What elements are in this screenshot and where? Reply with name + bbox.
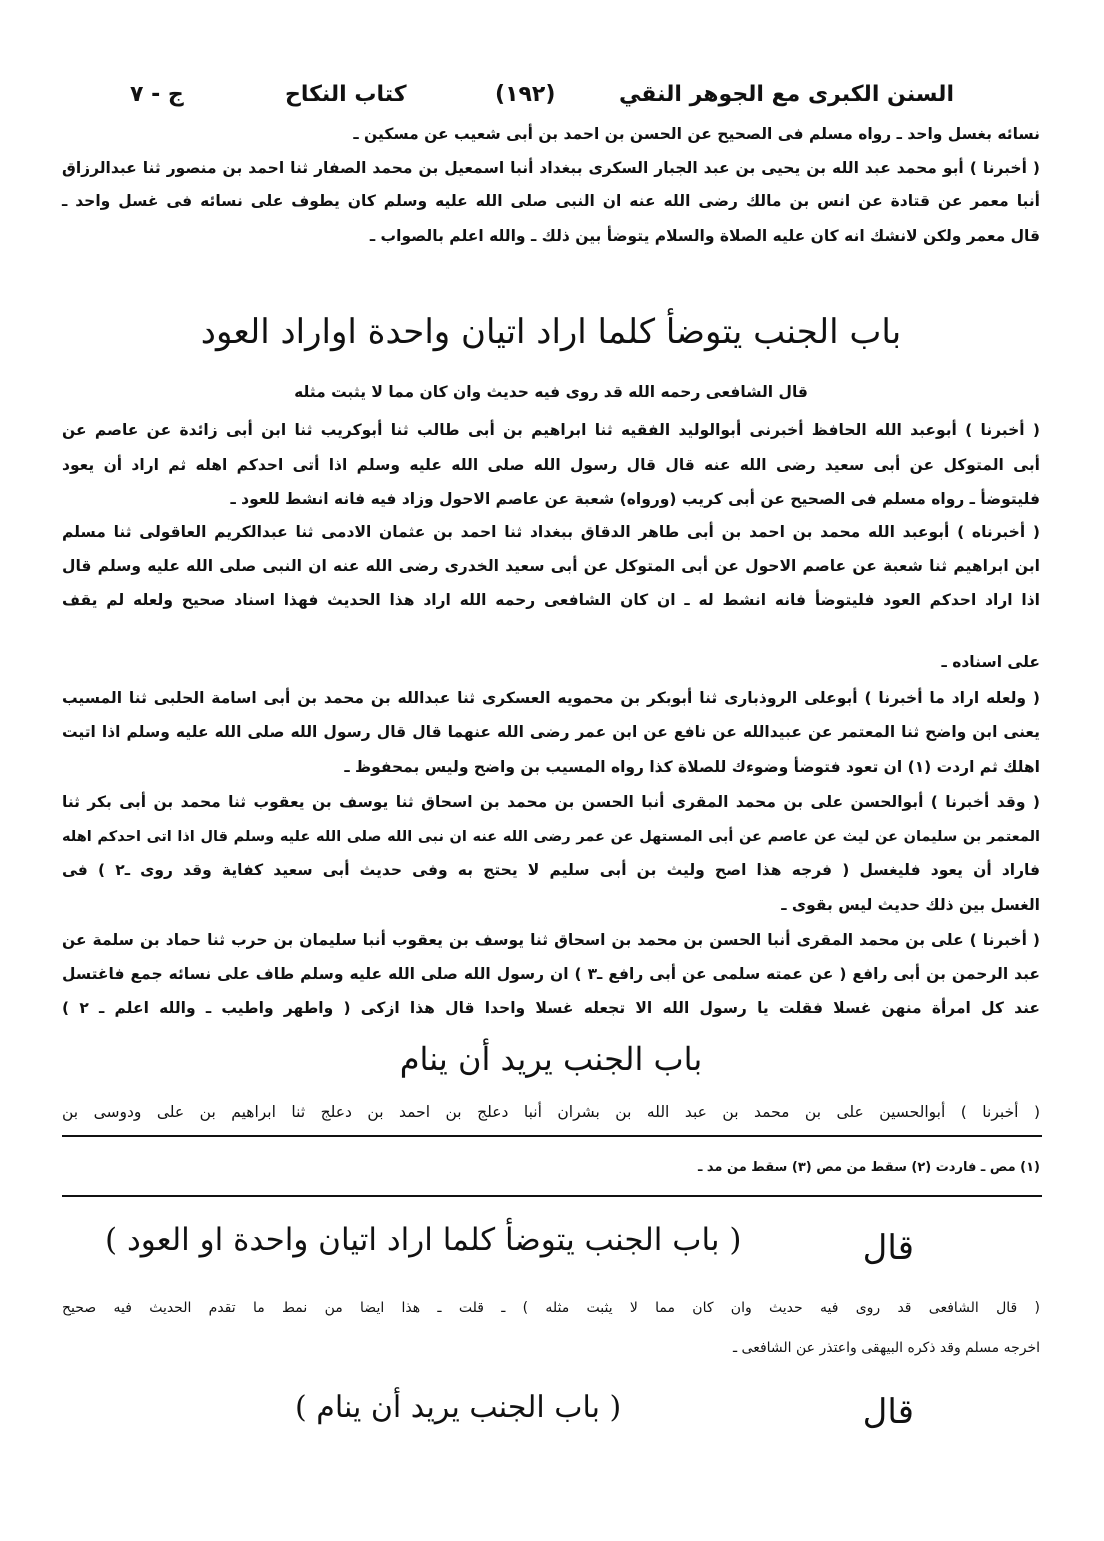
book-title: السنن الكبرى مع الجوهر النقي: [619, 82, 954, 107]
text-line: ( أخبرنا ) أبوالحسين على بن محمد بن عبد الله بن بشران أنبا دعلج بن احمد بن دعلج ثنا ابراهيم بن على ودوسى بن: [62, 1103, 1040, 1121]
text-line: نسائه بغسل واحد ـ رواه مسلم فى الصحيح عن الحسن بن احمد بن أبى شعيب عن مسكين ـ: [353, 125, 1040, 143]
footnote: (١) مص ـ فاردت (٢) سقط من مص (٣) سقط من مد ـ: [697, 1160, 1040, 1175]
text-line: ( أخبرنا ) أبوعبد الله الحافظ أخبرنى أبوالوليد الفقيه ثنا ابراهيم بن أبى طالب ثنا أبوكريب ثنا ابن أبى زائدة عن عاصم عن: [62, 421, 1040, 439]
text-line: ( وقد أخبرنا ) أبوالحسن على بن محمد المقرى أنبا الحسن بن محمد بن اسحاق ثنا يوسف بن يعقوب ثنا محمد بن أبى بكر ثنا: [62, 793, 1040, 811]
commentary-heading: ( باب الجنب يتوضأ كلما اراد اتيان واحدة او العود ): [105, 1222, 742, 1258]
text-line: ( أخبرناه ) أبوعبد الله محمد بن احمد بن أبى طاهر الدقاق ببغداد ثنا احمد بن عثمان الادمى ثنا عبدالكريم العاقولى ثنا مسلم: [62, 523, 1040, 541]
text-line: عند كل امرأة منهن غسلا فقلت يا رسول الله الا تجعله غسلا واحدا قال هذا ازكى ( واطهر واطيب ـ والله اعلم ـ ٢ ): [62, 999, 1041, 1017]
text-line: أبى المتوكل عن أبى سعيد رضى الله عنه قال قال رسول الله صلى الله عليه وسلم اذا أتى احدكم اهله ثم اراد أن يعود: [62, 456, 1040, 474]
commentary-heading: ( باب الجنب يريد أن ينام ): [295, 1390, 622, 1425]
chapter-title: كتاب النكاح: [285, 82, 407, 107]
text-line: اهلك ثم اردت (١) ان تعود فتوضأ وضوءك للصلاة كذا رواه المسيب بن واضح وليس بمحفوظ ـ: [344, 758, 1040, 776]
text-line: قال معمر ولكن لانشك انه كان عليه الصلاة والسلام يتوضأ بين ذلك ـ والله اعلم بالصواب ـ: [369, 227, 1040, 245]
text-line: الغسل بين ذلك حديث ليس بقوى ـ: [781, 896, 1040, 914]
text-line: على اسناده ـ: [941, 653, 1040, 671]
text-line: فاراد أن يعود فليغسل ( فرجه هذا اصح وليث بن أبى سليم لا يحتج به وفى حديث أبى سعيد كفاية وقد روى ـ٢ ) فى: [62, 861, 1040, 879]
chapter-subtitle: قال الشافعى رحمه الله قد روى فيه حديث وان كان مما لا يثبت مثله: [294, 383, 808, 401]
text-line: أنبا معمر عن قتادة عن انس بن مالك رضى الله عنه ان النبى صلى الله عليه وسلم كان يطوف على نسائه فى غسل واحد ـ: [62, 192, 1040, 210]
text-line: المعتمر بن سليمان عن ليث عن عاصم عن أبى المستهل عن عمر رضى الله عنه ان نبى الله صلى الله عليه وسلم قال اذا اتى احدكم اهله: [62, 829, 1040, 845]
text-line: ( أخبرنا ) على بن محمد المقرى أنبا الحسن بن محمد بن اسحاق ثنا يوسف بن يعقوب أنبا سليمان بن حرب ثنا حماد بن سلمة عن: [62, 931, 1040, 949]
text-line: اذا اراد احدكم العود فليتوضأ فانه انشط له ـ ان كان الشافعى رحمه الله اراد هذا الحديث فهذا اسناد صحيح ولعله لم يقف: [62, 591, 1040, 609]
footnote-divider: [62, 1135, 1042, 1137]
text-line: ( قال الشافعى قد روى فيه حديث وان كان مما لا يثبت مثله ) ـ قلت ـ هذا ايضا من نمط ما تقدم الحديث فيه صحيح: [62, 1300, 1040, 1316]
qal-label: قال: [862, 1392, 914, 1432]
chapter-heading: باب الجنب يتوضأ كلما اراد اتيان واحدة اواراد العود: [200, 312, 902, 352]
text-line: اخرجه مسلم وقد ذكره البيهقى واعتذر عن الشافعى ـ: [732, 1340, 1040, 1356]
text-line: ( ولعله اراد ما أخبرنا ) أبوعلى الروذبارى ثنا أبوبكر بن محمويه العسكرى ثنا عبدالله بن محمد بن أبى اسامة الحلبى ثنا المسيب: [62, 689, 1040, 707]
page-number: (١٩٢): [495, 82, 556, 107]
text-line: يعنى ابن واضح ثنا المعتمر عن عبيدالله عن نافع عن ابن عمر رضى الله عنهما قال قال رسول الله صلى الله عليه وسلم اذا اتيت: [62, 723, 1040, 741]
qal-label: قال: [862, 1228, 914, 1268]
chapter-heading: باب الجنب يريد أن ينام: [399, 1040, 703, 1078]
commentary-divider: [62, 1195, 1042, 1197]
text-line: فليتوضأ ـ رواه مسلم فى الصحيح عن أبى كريب (ورواه) شعبة عن عاصم الاحول وزاد فيه فانه انشط للعود ـ: [230, 490, 1040, 508]
text-line: عبد الرحمن بن أبى رافع ( عن عمته سلمى عن أبى رافع ـ٣ ) ان رسول الله صلى الله عليه وسلم طاف على نسائه جمع فاغتسل: [62, 965, 1040, 983]
text-line: ابن ابراهيم ثنا شعبة عن عاصم الاحول عن أبى المتوكل عن أبى سعيد الخدرى رضى الله عنه ان النبى صلى الله عليه وسلم قال: [62, 557, 1040, 575]
text-line: ( أخبرنا ) أبو محمد عبد الله بن يحيى بن عبد الجبار السكرى ببغداد أنبا اسمعيل بن محمد الصفار ثنا احمد بن منصور ثنا عبدالرزاق: [62, 159, 1040, 177]
volume-number: ج - ٧: [130, 82, 184, 107]
